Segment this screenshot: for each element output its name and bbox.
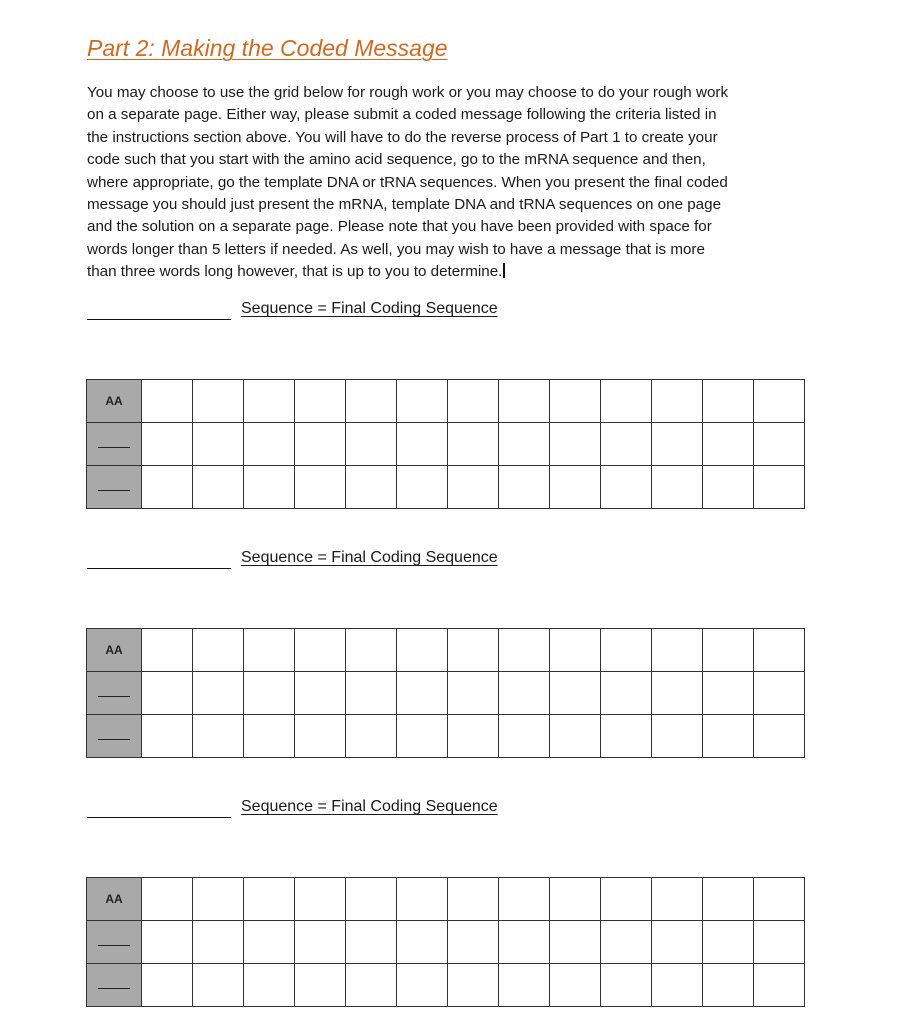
grid-cell[interactable] — [142, 672, 193, 715]
grid-cell[interactable] — [499, 423, 550, 466]
grid-row — [87, 423, 805, 466]
grid-cell[interactable] — [397, 672, 448, 715]
grid-cell[interactable] — [193, 964, 244, 1007]
grid-cell[interactable] — [142, 629, 193, 672]
grid-cell[interactable] — [346, 964, 397, 1007]
grid-cell[interactable] — [397, 921, 448, 964]
grid-cell[interactable] — [499, 629, 550, 672]
grid-cell[interactable] — [244, 878, 295, 921]
grid-cell[interactable] — [754, 466, 805, 509]
grid-cell[interactable] — [499, 878, 550, 921]
grid-cell[interactable] — [346, 715, 397, 758]
grid-cell[interactable] — [652, 466, 703, 509]
row-label-cell[interactable] — [87, 466, 142, 509]
row-label-blank[interactable] — [98, 480, 130, 491]
grid-cell[interactable] — [550, 878, 601, 921]
grid-cell[interactable] — [295, 964, 346, 1007]
text-cursor — [503, 263, 505, 278]
instructions-line-text: than three words long however, that is up to you to determine. — [87, 263, 503, 281]
row-label-text: AA — [105, 892, 123, 906]
grid-cell[interactable] — [244, 423, 295, 466]
grid-cell[interactable] — [703, 629, 754, 672]
grid-cell[interactable] — [295, 629, 346, 672]
instructions-line: the instructions section above. You will have to do the reverse process of Part 1 to create your — [87, 128, 718, 146]
grid-cell[interactable] — [346, 921, 397, 964]
grid-cell[interactable] — [244, 380, 295, 423]
grid-cell[interactable] — [703, 672, 754, 715]
grid-cell[interactable] — [703, 380, 754, 423]
grid-cell[interactable] — [193, 629, 244, 672]
sequence-name-blank[interactable] — [87, 568, 231, 569]
grid-cell[interactable] — [295, 878, 346, 921]
grid-cell[interactable] — [601, 964, 652, 1007]
row-label-cell[interactable] — [87, 672, 142, 715]
grid-cell[interactable] — [397, 715, 448, 758]
sequence-name-blank[interactable] — [87, 319, 231, 320]
amino-acid-label-cell — [87, 878, 142, 921]
grid-cell[interactable] — [601, 878, 652, 921]
grid-cell[interactable] — [244, 921, 295, 964]
row-label-blank[interactable] — [98, 978, 130, 989]
grid-cell[interactable] — [703, 715, 754, 758]
grid-cell[interactable] — [550, 715, 601, 758]
grid-cell[interactable] — [601, 672, 652, 715]
grid-cell[interactable] — [652, 380, 703, 423]
sequence-name-blank[interactable] — [87, 817, 231, 818]
grid-cell[interactable] — [397, 423, 448, 466]
grid-cell[interactable] — [142, 921, 193, 964]
grid-cell[interactable] — [448, 715, 499, 758]
grid-cell[interactable] — [499, 466, 550, 509]
row-label-blank[interactable] — [98, 437, 130, 448]
grid-cell[interactable] — [550, 629, 601, 672]
grid-cell[interactable] — [703, 964, 754, 1007]
row-label-text: AA — [105, 394, 123, 408]
grid-cell[interactable] — [601, 423, 652, 466]
grid-cell[interactable] — [499, 672, 550, 715]
grid-cell[interactable] — [601, 921, 652, 964]
grid-cell[interactable] — [652, 715, 703, 758]
grid-row — [87, 964, 805, 1007]
grid-cell[interactable] — [703, 921, 754, 964]
instructions-line: where appropriate, go the template DNA or tRNA sequences. When you present the final coded — [87, 173, 728, 191]
codon-grid-1 — [86, 379, 805, 509]
grid-cell[interactable] — [244, 629, 295, 672]
grid-cell[interactable] — [499, 715, 550, 758]
sequence-header-2 — [87, 549, 547, 571]
grid-cell[interactable] — [346, 672, 397, 715]
grid-cell[interactable] — [703, 423, 754, 466]
grid-row — [87, 629, 805, 672]
grid-cell[interactable] — [448, 964, 499, 1007]
grid-cell[interactable] — [550, 964, 601, 1007]
grid-cell[interactable] — [397, 629, 448, 672]
grid-cell[interactable] — [244, 964, 295, 1007]
grid-cell[interactable] — [550, 466, 601, 509]
grid-cell[interactable] — [652, 921, 703, 964]
codon-grid-2 — [86, 628, 805, 758]
grid-cell[interactable] — [703, 466, 754, 509]
grid-cell[interactable] — [754, 715, 805, 758]
grid-cell[interactable] — [397, 964, 448, 1007]
instructions-line: on a separate page. Either way, please submit a coded message following the criteria listed in — [87, 106, 717, 124]
grid-cell[interactable] — [652, 629, 703, 672]
grid-cell[interactable] — [142, 878, 193, 921]
grid-cell[interactable] — [346, 380, 397, 423]
grid-cell[interactable] — [193, 466, 244, 509]
amino-acid-label-cell — [87, 380, 142, 423]
grid-cell[interactable] — [499, 921, 550, 964]
grid-cell[interactable] — [754, 878, 805, 921]
grid-cell[interactable] — [295, 423, 346, 466]
instructions-line: You may choose to use the grid below for rough work or you may choose to do your rough work — [87, 84, 729, 101]
sequence-label: Sequence = Final Coding Sequence — [241, 798, 498, 815]
grid-cell[interactable] — [295, 672, 346, 715]
grid-cell[interactable] — [754, 672, 805, 715]
grid-cell[interactable] — [601, 715, 652, 758]
sequence-label: Sequence = Final Coding Sequence — [241, 549, 498, 566]
row-label-blank[interactable] — [98, 729, 130, 740]
grid-cell[interactable] — [448, 629, 499, 672]
grid-cell[interactable] — [244, 466, 295, 509]
grid-cell[interactable] — [499, 964, 550, 1007]
grid-cell[interactable] — [295, 921, 346, 964]
sequence-label: Sequence = Final Coding Sequence — [241, 300, 498, 317]
grid-cell[interactable] — [703, 878, 754, 921]
sequence-header-3 — [87, 798, 547, 820]
grid-cell[interactable] — [448, 380, 499, 423]
grid-cell[interactable] — [244, 672, 295, 715]
grid-cell[interactable] — [193, 921, 244, 964]
grid-cell[interactable] — [142, 964, 193, 1007]
row-label-cell[interactable] — [87, 964, 142, 1007]
row-label-blank[interactable] — [98, 686, 130, 697]
grid-cell[interactable] — [652, 878, 703, 921]
grid-cell[interactable] — [550, 423, 601, 466]
grid-cell[interactable] — [448, 878, 499, 921]
grid-cell[interactable] — [499, 380, 550, 423]
grid-cell[interactable] — [754, 423, 805, 466]
grid-cell[interactable] — [754, 921, 805, 964]
grid-cell[interactable] — [295, 466, 346, 509]
grid-row — [87, 672, 805, 715]
row-label-blank[interactable] — [98, 935, 130, 946]
grid-cell[interactable] — [193, 380, 244, 423]
grid-cell[interactable] — [295, 380, 346, 423]
grid-cell[interactable] — [754, 964, 805, 1007]
row-label-text: AA — [105, 643, 123, 657]
grid-cell[interactable] — [397, 466, 448, 509]
grid-cell[interactable] — [346, 466, 397, 509]
grid-cell[interactable] — [550, 380, 601, 423]
grid-cell[interactable] — [754, 380, 805, 423]
sequence-header-1 — [87, 300, 547, 322]
grid-cell[interactable] — [193, 715, 244, 758]
grid-cell[interactable] — [652, 672, 703, 715]
grid-cell[interactable] — [550, 921, 601, 964]
grid-cell[interactable] — [448, 921, 499, 964]
grid-cell[interactable] — [652, 423, 703, 466]
grid-cell[interactable] — [754, 629, 805, 672]
grid-cell[interactable] — [193, 672, 244, 715]
instructions-line: words longer than 5 letters if needed. As well, you may wish to have a message that is more — [87, 240, 705, 258]
amino-acid-label-cell — [87, 629, 142, 672]
grid-cell[interactable] — [448, 466, 499, 509]
instructions-line: message you should just present the mRNA, template DNA and tRNA sequences on one page — [87, 196, 722, 214]
grid-cell[interactable] — [550, 672, 601, 715]
grid-cell[interactable] — [346, 423, 397, 466]
grid-row — [87, 878, 805, 921]
grid-cell[interactable] — [601, 466, 652, 509]
instructions-line: and the solution on a separate page. Please note that you have been provided with space for — [87, 218, 712, 236]
grid-cell[interactable] — [142, 466, 193, 509]
grid-cell[interactable] — [142, 380, 193, 423]
grid-cell[interactable] — [601, 380, 652, 423]
row-label-cell[interactable] — [87, 715, 142, 758]
row-label-cell[interactable] — [87, 423, 142, 466]
grid-cell[interactable] — [346, 878, 397, 921]
grid-cell[interactable] — [346, 629, 397, 672]
grid-cell[interactable] — [142, 423, 193, 466]
instructions-line: code such that you start with the amino acid sequence, go to the mRNA sequence and then, — [87, 151, 706, 169]
instructions-paragraph — [87, 82, 817, 284]
row-label-cell[interactable] — [87, 921, 142, 964]
grid-row — [87, 715, 805, 758]
grid-cell[interactable] — [448, 423, 499, 466]
grid-cell[interactable] — [448, 672, 499, 715]
grid-row — [87, 380, 805, 423]
grid-cell[interactable] — [652, 964, 703, 1007]
grid-row — [87, 466, 805, 509]
grid-cell[interactable] — [601, 629, 652, 672]
grid-cell[interactable] — [397, 878, 448, 921]
grid-cell[interactable] — [295, 715, 346, 758]
grid-row — [87, 921, 805, 964]
section-heading: Part 2: Making the Coded Message — [87, 35, 448, 61]
codon-grid-3 — [86, 877, 805, 1007]
grid-cell[interactable] — [244, 715, 295, 758]
grid-cell[interactable] — [142, 715, 193, 758]
grid-cell[interactable] — [193, 878, 244, 921]
instructions-line-last — [87, 261, 817, 283]
grid-cell[interactable] — [193, 423, 244, 466]
grid-cell[interactable] — [397, 380, 448, 423]
